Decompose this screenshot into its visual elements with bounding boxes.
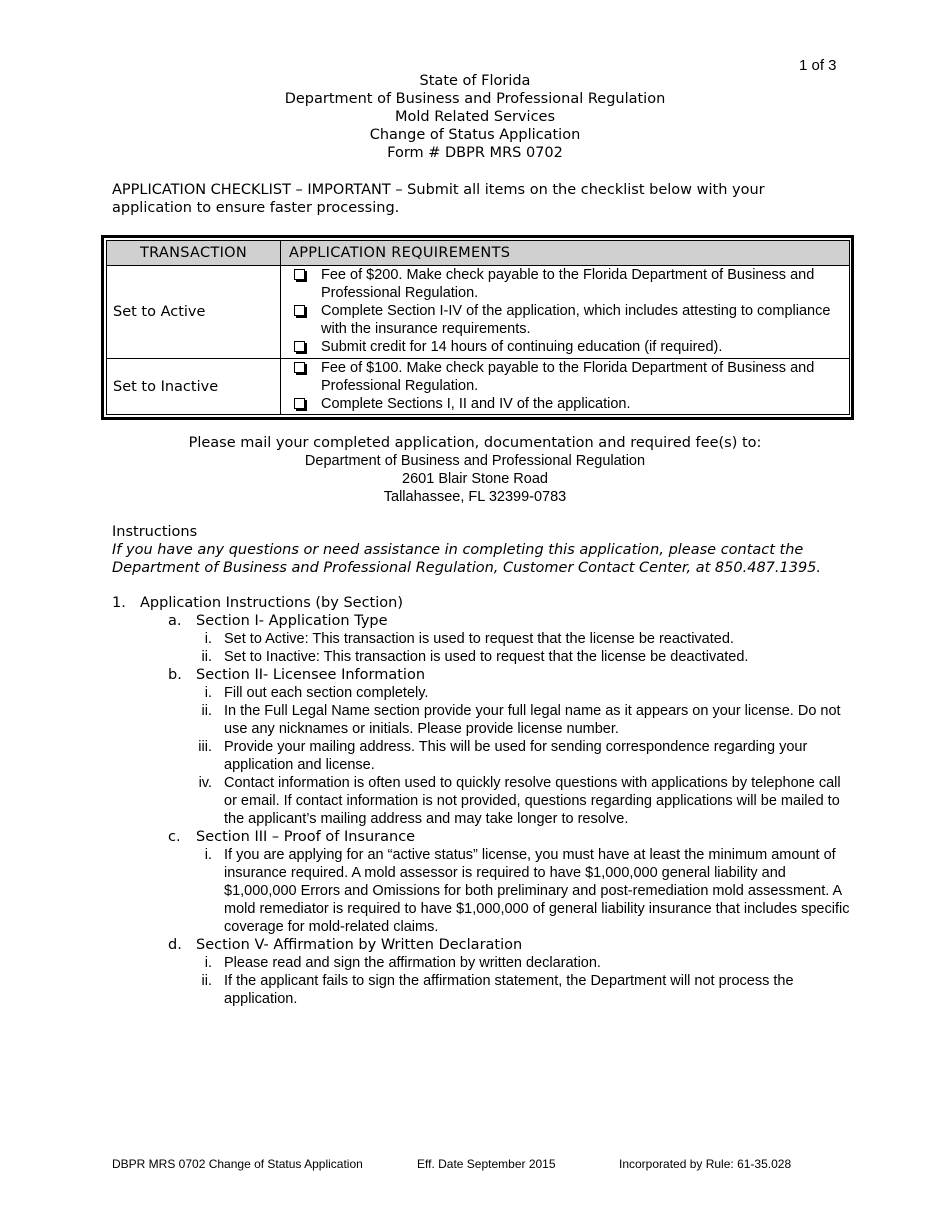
- item-text: If the applicant fails to sign the affirmation statement, the Department will not process the application.: [224, 973, 794, 1007]
- list-item: [198, 774, 852, 828]
- requirement-item: [281, 302, 849, 338]
- section-b: [168, 666, 852, 684]
- item-number: iii.: [198, 739, 212, 755]
- requirement-text: Fee of $100. Make check payable to the Florida Department of Business and Professional Regulation.: [321, 360, 815, 395]
- requirement-item: [281, 359, 849, 395]
- mailing-info: [0, 434, 950, 506]
- page-number: 1 of 3: [799, 57, 837, 74]
- column-header-requirements: APPLICATION REQUIREMENTS: [281, 241, 850, 266]
- list-item: [201, 648, 852, 666]
- footer-form-name: DBPR MRS 0702 Change of Status Application: [112, 1157, 363, 1171]
- section-title: Section II- Licensee Information: [196, 667, 426, 683]
- list-item-level1: [112, 594, 852, 612]
- item-text: Provide your mailing address. This will be used for sending correspondence regarding your application and license.: [224, 739, 808, 773]
- requirement-text: Submit credit for 14 hours of continuing education (if required).: [321, 339, 723, 356]
- instructions-block: [112, 523, 852, 577]
- table-header-row: [107, 241, 850, 266]
- section-d: [168, 936, 852, 954]
- checkbox-icon: [294, 398, 305, 409]
- requirement-item: [281, 395, 849, 413]
- list-item: [204, 630, 852, 648]
- header-state: State of Florida: [419, 73, 531, 89]
- mail-address-line: Department of Business and Professional Regulation: [304, 453, 646, 469]
- form-header: [0, 72, 950, 162]
- requirements-set-inactive: [281, 359, 850, 415]
- checkbox-icon: [294, 269, 305, 280]
- item-number: ii.: [201, 649, 212, 665]
- requirement-item: [281, 266, 849, 302]
- requirement-text: Complete Sections I, II and IV of the application.: [321, 396, 631, 413]
- header-department: Department of Business and Professional Regulation: [284, 91, 666, 107]
- list-number: 1.: [112, 595, 126, 611]
- instructions-heading: Instructions: [112, 524, 198, 540]
- requirement-text: Complete Section I-IV of the application, which includes attesting to compliance with the insurance requirements.: [321, 303, 831, 338]
- item-text: Set to Inactive: This transaction is used to request that the license be deactivated.: [224, 649, 749, 665]
- list-item: [204, 846, 852, 936]
- section-letter: a.: [168, 613, 182, 629]
- requirements-table: [106, 240, 850, 415]
- section-title: Section V- Affirmation by Written Declaration: [196, 937, 523, 953]
- section-title: Section III – Proof of Insurance: [196, 829, 416, 845]
- footer-effective-date: Eff. Date September 2015: [417, 1157, 556, 1171]
- item-text: Please read and sign the affirmation by written declaration.: [224, 955, 601, 971]
- item-text: In the Full Legal Name section provide your full legal name as it appears on your license. Do not use any nicknames or initials. Please provide license number.: [224, 703, 841, 737]
- item-number: i.: [204, 847, 212, 863]
- item-number: i.: [204, 631, 212, 647]
- section-letter: b.: [168, 667, 182, 683]
- section-title: Section I- Application Type: [196, 613, 388, 629]
- checklist-intro: APPLICATION CHECKLIST – IMPORTANT – Submit all items on the checklist below with your application to ensure faster processing.: [112, 182, 765, 216]
- section-c: [168, 828, 852, 846]
- list-item: [201, 972, 852, 1008]
- transaction-set-inactive: Set to Inactive: [107, 359, 281, 415]
- transaction-set-active: Set to Active: [107, 266, 281, 359]
- column-header-transaction: TRANSACTION: [107, 241, 281, 266]
- mail-address-line: Tallahassee, FL 32399-0783: [383, 489, 567, 505]
- table-row: [107, 266, 850, 359]
- checkbox-icon: [294, 362, 305, 373]
- footer-rule: Incorporated by Rule: 61-35.028: [619, 1157, 792, 1171]
- mail-intro: Please mail your completed application, documentation and required fee(s) to:: [188, 435, 762, 451]
- section-letter: d.: [168, 937, 182, 953]
- requirement-item: [281, 338, 849, 356]
- item-number: iv.: [198, 775, 212, 791]
- list-item: [201, 702, 852, 738]
- requirements-table-frame: [101, 235, 854, 420]
- item-number: i.: [204, 685, 212, 701]
- item-text: If you are applying for an “active status” license, you must have at least the minimum amount of insurance required. A mold assessor is required to have $1,000,000 general liability and $1,000,000 Errors and Omissions for both preliminary and post-remediation mold assessment. A mold remediator is required to have $1,000,000 of general liability insurance that includes specific coverage for mold-related claims.: [224, 847, 850, 935]
- list-title: Application Instructions (by Section): [140, 595, 403, 611]
- list-item: [204, 684, 852, 702]
- header-form-number: Form # DBPR MRS 0702: [387, 145, 563, 161]
- header-program: Mold Related Services: [394, 109, 556, 125]
- header-form-title: Change of Status Application: [369, 127, 581, 143]
- item-number: ii.: [201, 973, 212, 989]
- requirement-text: Fee of $200. Make check payable to the Florida Department of Business and Professional Regulation.: [321, 267, 815, 302]
- item-number: ii.: [201, 703, 212, 719]
- item-text: Contact information is often used to quickly resolve questions with applications by telephone call or email. If contact information is not provided, questions regarding applications will be mailed to the applicant’s mailing address and may take longer to resolve.: [224, 775, 841, 827]
- item-text: Set to Active: This transaction is used to request that the license be reactivated.: [224, 631, 734, 647]
- checkbox-icon: [294, 341, 305, 352]
- item-text: Fill out each section completely.: [224, 685, 429, 701]
- checkbox-icon: [294, 305, 305, 316]
- list-item: [204, 954, 852, 972]
- item-number: i.: [204, 955, 212, 971]
- instructions-list: [112, 594, 852, 1008]
- section-letter: c.: [168, 829, 181, 845]
- table-row: [107, 359, 850, 415]
- list-item: [198, 738, 852, 774]
- requirements-set-active: [281, 266, 850, 359]
- section-a: [168, 612, 852, 630]
- mail-address-line: 2601 Blair Stone Road: [402, 471, 548, 487]
- contact-note: If you have any questions or need assistance in completing this application, please contact the Department of Business and Professional Regulation, Customer Contact Center, at 850.487.1395.: [112, 542, 822, 576]
